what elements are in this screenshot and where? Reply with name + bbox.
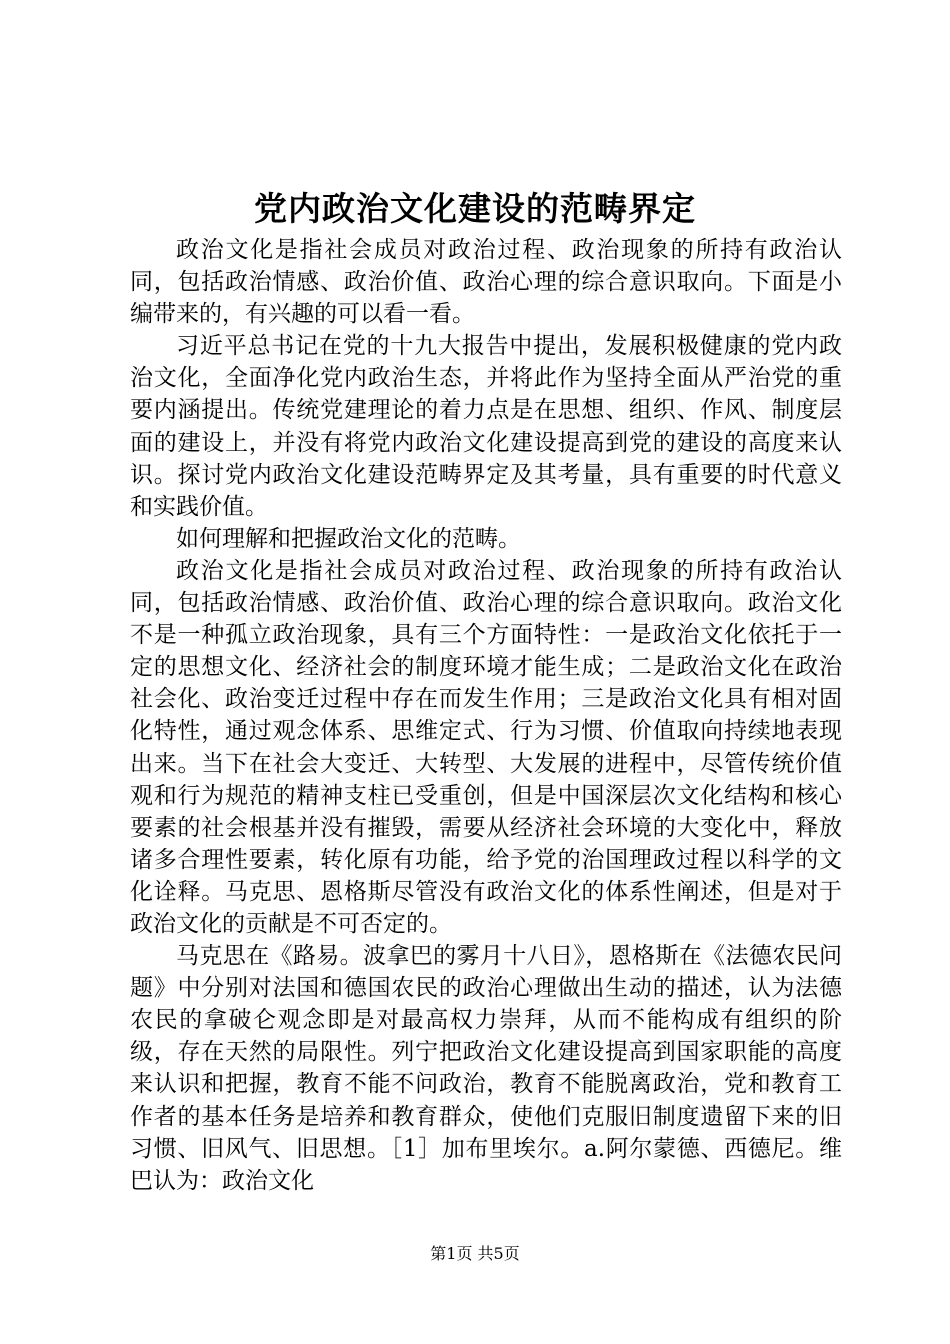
document-body	[130, 234, 842, 1197]
paragraph-question: 如何理解和把握政治文化的范畴。	[176, 525, 521, 552]
paragraph-report: 习近平总书记在党的十九大报告中提出，发展积极健康的党内政治文化，全面净化党内政治生态，并将此作为坚持全面从严治党的重要内涵提出。传统党建理论的着力点是在思想、组织、作风、制度层面的建设上，并没有将党内政治文化建设提高到党的建设的高度来认识。探讨党内政治文化建设范畴界定及其考量，具有重要的时代意义和实践价值。	[130, 333, 842, 520]
paragraph-marx-engels: 马克思在《路易。波拿巴的雾月十八日》，恩格斯在《法德农民问题》中分别对法国和德国农民的政治心理做出生动的描述，认为法德农民的拿破仑观念即是对最高权力崇拜，从而不能构成有组织的阶级，存在天然的局限性。列宁把政治文化建设提高到国家职能的高度来认识和把握，教育不能不问政治，教育不能脱离政治，党和教育工作者的基本任务是培养和教育群众，使他们克服旧制度遗留下来的旧习惯、旧风气、旧思想。［1］加布里埃尔。a.阿尔蒙德、西德尼。维巴认为：政治文化	[130, 943, 842, 1194]
document-title: 党内政治文化建设的范畴界定	[254, 189, 696, 228]
paragraph-intro: 政治文化是指社会成员对政治过程、政治现象的所持有政治认同，包括政治情感、政治价值、政治心理的综合意识取向。下面是小编带来的，有兴趣的可以看一看。	[130, 237, 842, 328]
paragraph-definition: 政治文化是指社会成员对政治过程、政治现象的所持有政治认同，包括政治情感、政治价值、政治心理的综合意识取向。政治文化不是一种孤立政治现象，具有三个方面特性：一是政治文化依托于一定的思想文化、经济社会的制度环境才能生成；二是政治文化在政治社会化、政治变迁过程中存在而发生作用；三是政治文化具有相对固化特性，通过观念体系、思维定式、行为习惯、价值取向持续地表现出来。当下在社会大变迁、大转型、大发展的进程中，尽管传统价值观和行为规范的精神支柱已受重创，但是中国深层次文化结构和核心要素的社会根基并没有摧毁，需要从经济社会环境的大变化中，释放诸多合理性要素，转化原有功能，给予党的治国理政过程以科学的文化诠释。马克思、恩格斯尽管没有政治文化的体系性阐述，但是对于政治文化的贡献是不可否定的。	[130, 557, 842, 937]
page-number-footer: 第1页 共5页	[430, 1244, 520, 1263]
